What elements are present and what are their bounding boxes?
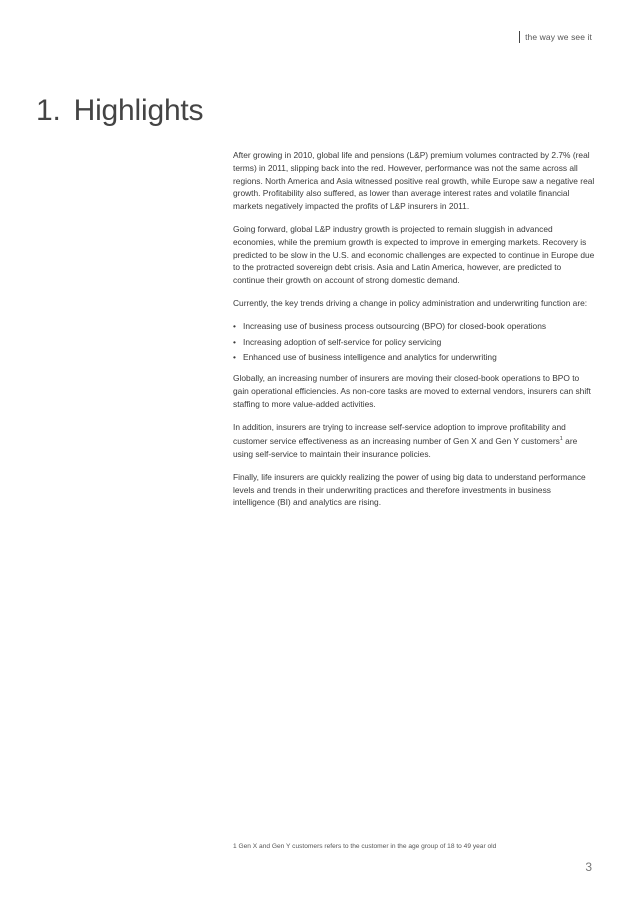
section-number: 1. [36,94,61,127]
list-item [233,336,595,349]
section-heading [36,94,203,128]
tagline-text: the way we see it [525,32,592,42]
header-divider [519,31,520,43]
paragraph-self-service-text-end: are using self-service to maintain their insurance policies. [233,436,578,459]
list-item [233,351,595,364]
bullet-marker: • [233,352,236,363]
footnote-reference: 1 [559,436,563,443]
trends-list [233,320,595,364]
header-tagline [519,31,592,43]
paragraph-intro-3: Currently, the key trends driving a change in policy administration and underwriting function are: [233,297,588,308]
paragraph-self-service-text: In addition, insurers are trying to increase self-service adoption to improve profitability and customer service effectiveness as an increasing number of Gen X and Gen Y customers [233,421,566,447]
list-item-text: Enhanced use of business intelligence and analytics for underwriting [243,352,497,363]
bullet-marker: • [233,336,236,347]
body-text [233,149,595,519]
list-item-text: Increasing adoption of self-service for policy servicing [243,336,442,347]
paragraph-bpo: Globally, an increasing number of insurers are moving their closed-book operations to BPO to gain operational efficiencies. As non-core tasks are moved to external vendors, insurers can shift staffing to more value-added activities. [233,373,591,409]
page-number: 3 [585,860,592,874]
list-item [233,320,595,333]
paragraph-analytics: Finally, life insurers are quickly realizing the power of using big data to understand performance levels and trends in their underwriting practices and therefore investments in business intelligence (BI) and analytics are rising. [233,471,586,508]
paragraph-intro-1: After growing in 2010, global life and pensions (L&P) premium volumes contracted by 2.7% (real terms) in 2011, slipping back into the red. However, performance was not the same across all regions. North America and Asia witnessed positive real growth, while Europe saw a negative real growth. Profitability also suffered, as lower than average interest rates and volatile financial markets negatively impacted the profits of L&P insurers in 2011. [233,150,595,212]
list-item-text: Increasing use of business process outsourcing (BPO) for closed-book operations [243,320,547,331]
paragraph-intro-2: Going forward, global L&P industry growth is projected to remain sluggish in advanced economies, while the premium growth is expected to improve in emerging markets. Recovery is predicted to be slow in the U.S. and economic challenges are expected to continue in Europe due to the protracted sovereign debt crisis. Asia and Latin America, however, are predicted to continue their growth on account of strong domestic demand. [233,223,595,286]
footnote: 1 Gen X and Gen Y customers refers to the customer in the age group of 18 to 49 year old [233,843,497,850]
paragraph-self-service [233,421,595,461]
section-title: Highlights [73,94,204,127]
bullet-marker: • [233,320,236,331]
